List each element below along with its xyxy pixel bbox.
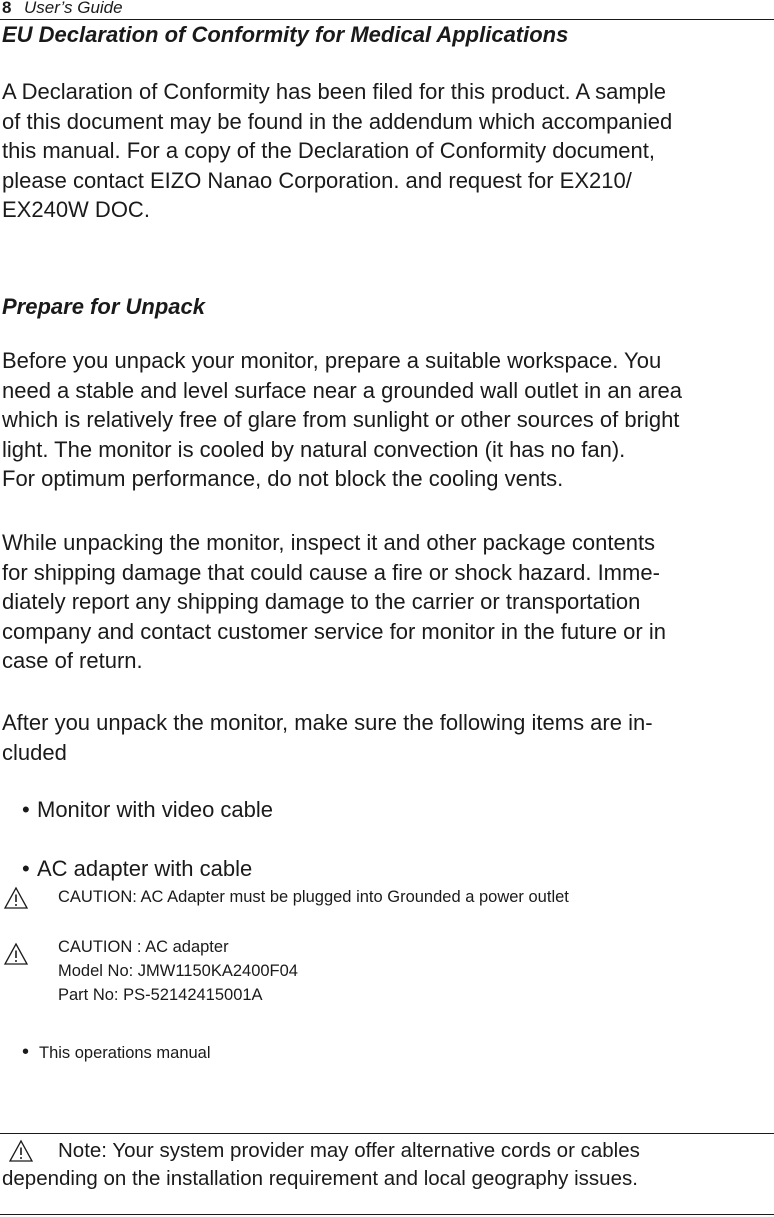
bullet-icon: • <box>22 856 30 881</box>
section-title-prepare-unpack: Prepare for Unpack <box>2 294 205 319</box>
paragraph-line: For optimum performance, do not block the cooling vents. <box>2 466 564 491</box>
list-item-label: Monitor with video cable <box>37 797 274 822</box>
note-paragraph <box>2 1137 774 1193</box>
list-item-monitor <box>22 797 273 823</box>
list-item-ac-adapter <box>22 856 252 882</box>
paragraph-line: Before you unpack your monitor, prepare a suitable workspace. You <box>2 348 662 373</box>
eu-declaration-paragraph <box>2 77 774 225</box>
paragraph-line: case of return. <box>2 648 143 673</box>
divider <box>0 1133 774 1134</box>
bullet-icon: • <box>22 797 30 822</box>
paragraph-line: for shipping damage that could cause a fire or shock hazard. Imme- <box>2 559 660 585</box>
list-item-manual <box>22 1041 211 1064</box>
unpack-paragraph-3 <box>2 708 774 767</box>
paragraph-line: company and contact customer service for monitor in the future or in <box>2 618 666 644</box>
list-item-label: This operations manual <box>39 1044 211 1062</box>
paragraph-line: this manual. For a copy of the Declaration of Conformity document, <box>2 138 655 163</box>
paragraph-line: which is relatively free of glare from sunlight or other sources of bright <box>2 407 680 432</box>
paragraph-line: light. The monitor is cooled by natural convection (it has no fan). <box>2 436 626 462</box>
caution-ac-adapter <box>58 935 298 1007</box>
caution-grounded-outlet: CAUTION: AC Adapter must be plugged into Grounded a power outlet <box>58 888 569 906</box>
caution-line: Model No: JMW1150KA2400F04 <box>58 962 298 980</box>
section-title-eu-declaration: EU Declaration of Conformity for Medical Applications <box>2 22 569 47</box>
unpack-paragraph-1 <box>2 346 774 494</box>
paragraph-line: A Declaration of Conformity has been filed for this product. A sample <box>2 79 667 104</box>
warning-triangle-icon <box>3 886 29 910</box>
caution-line: Part No: PS-52142415001A <box>58 986 263 1004</box>
caution-line: CAUTION : AC adapter <box>58 938 229 956</box>
warning-triangle-icon <box>3 942 29 966</box>
list-item-label: AC adapter with cable <box>37 856 253 881</box>
note-line: Note: Your system provider may offer alternative cords or cables <box>58 1139 640 1162</box>
paragraph-line: need a stable and level surface near a grounded wall outlet in an area <box>2 377 683 403</box>
paragraph-line: of this document may be found in the addendum which accompanied <box>2 108 673 134</box>
unpack-paragraph-2 <box>2 528 774 676</box>
paragraph-line: cluded <box>2 739 67 765</box>
paragraph-line: diately report any shipping damage to the carrier or transportation <box>2 589 641 614</box>
note-line: depending on the installation requirement and local geography issues. <box>2 1167 638 1190</box>
paragraph-line: please contact EIZO Nanao Corporation. and request for EX210/ <box>2 167 632 193</box>
paragraph-line: EX240W DOC. <box>2 197 150 222</box>
bullet-icon: • <box>22 1041 30 1063</box>
divider <box>0 1214 774 1215</box>
page-header <box>0 0 774 20</box>
page-number: 8 <box>2 0 12 17</box>
guide-title: User’s Guide <box>24 0 123 17</box>
paragraph-line: After you unpack the monitor, make sure the following items are in- <box>2 710 653 735</box>
paragraph-line: While unpacking the monitor, inspect it and other package contents <box>2 530 656 555</box>
